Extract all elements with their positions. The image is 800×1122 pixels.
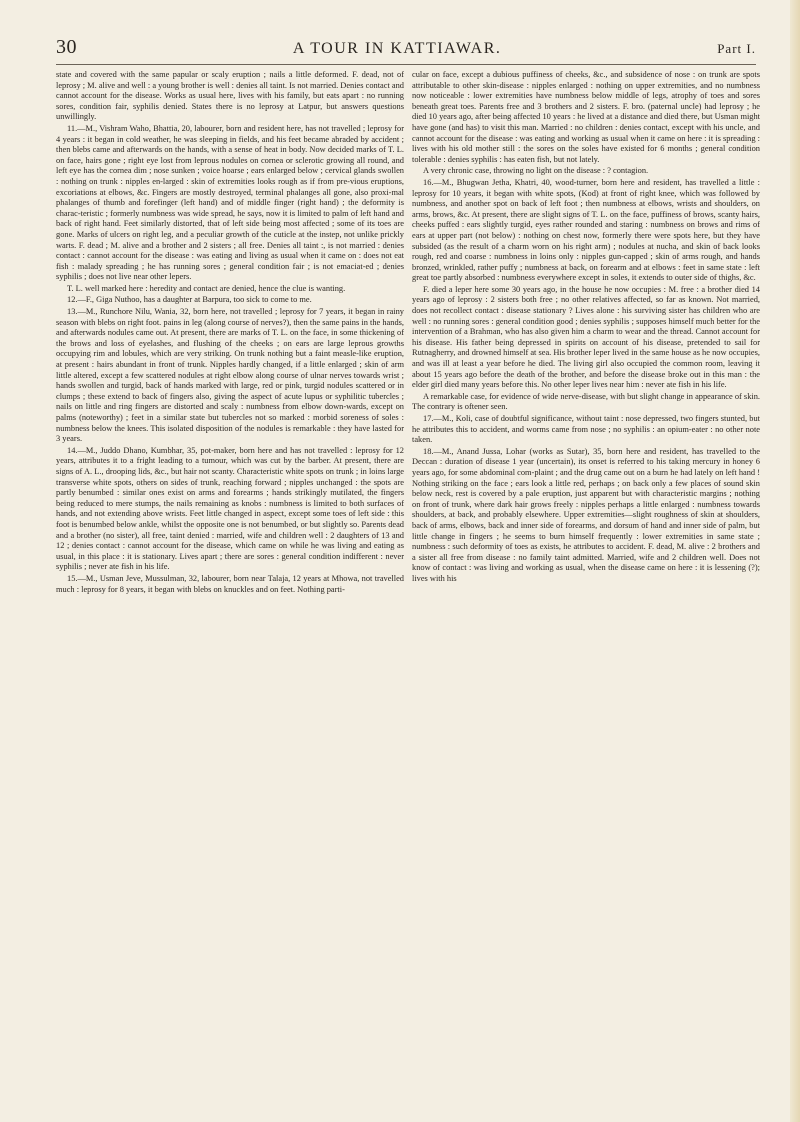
part-label: Part I. [717, 41, 756, 56]
paragraph: A remarkable case, for evidence of wide nerve-disease, with but slight change in appearance of skin. The contrary is oftener seen. [412, 391, 760, 412]
paragraph: 15.—M., Usman Jeve, Mussulman, 32, labourer, born near Talaja, 12 years at Mhowa, not travelled much : leprosy for 8 years, it began with blebs on knuckles and on feet. Nothing parti- [56, 573, 404, 594]
running-title: A TOUR IN KATTIAWAR. [292, 40, 502, 57]
right-column [412, 70, 760, 1110]
paragraph: 18.—M., Anand Jussa, Lohar (works as Sutar), 35, born here and resident, has travelled to the Deccan : duration of disease 1 year (uncertain), its onset is referred to his taking mercury in honey 6 years ago, for some abdominal com-plaint ; and the drug came out on a burn he had lately on left hand ! Nothing striking on the face ; ears look a little red, perhaps ; on back only a few places of sound skin below neck, rest is covered by a pale eruption, just apparent but with characteristic margins ; nothing on front of trunk, where dark hair grows freely : nipples perhaps a little enlarged : numbness towards shoulders, at back, and probably elsewhere. Upper extremities—slight roughness of skin at shoulders, back of arms, elbows, back and inner side of forearms, and dorsum of hand and inner side of palm, but little change in fingers ; he seems to burn himself frequently : lower extremities in same state ; numbness : such deformity of toes as exists, he attributes to accident. F. dead, M. alive : 2 brothers and a sister all free from disease : no family taint admitted. Married, wife and 2 children well. Does not know of contact : was living and working as usual, when the disease came on here : it is lessening (?); lives with his [412, 446, 760, 583]
paragraph: 17.—M., Koli, case of doubtful significance, without taint : nose depressed, two fingers stunted, but he attributes this to accident, and worms came from nose ; no syphilis : an opium-eater : no other note taken. [412, 414, 760, 445]
page-number: 30 [56, 36, 77, 58]
paragraph: cular on face, except a dubious puffiness of cheeks, &c., and subsidence of nose : on trunk are spots attributable to other skin-disease : nipples enlarged : nothing on upper extremities, and no numbness now noticeable : lower extremities have numbness below middle of legs, atrophy of toes and sores beneath great toes. Parents free and 3 brothers and 2 sisters. F. bro. (paternal uncle) had leprosy ; he died 10 years ago, after being affected 10 years : he lived at a distance and died there, but Usman might have gone (and has) to visit this man. Married : no children : denies contact, except with his uncle, and cannot account for the disease : was eating and working as usual when it came on here : it is spreading : lives with his old mother still : the sores on the soles have existed for 6 months ; general condition tolerable : denies syphilis : has eaten fish, but not lately. [412, 70, 760, 164]
paragraph: state and covered with the same papular or scaly eruption ; nails a little deformed. F. dead, not of leprosy ; M. alive and well : a young brother is well : denies all taint. Is not married. Denies contact and cannot account for the disease. Works as usual here, lives with his family, but eats apart : no running sores, condition fair, syphilis denied. States there is no leprosy at Latpur, but answers questions unwillingly. [56, 70, 404, 122]
running-header [56, 36, 756, 62]
paragraph: 12.—F., Giga Nuthoo, has a daughter at Barpura, too sick to come to me. [67, 295, 312, 305]
paragraph: F. died a leper here some 30 years ago, in the house he now occupies : M. free : a brother died 14 years ago of leprosy : 2 sisters both free ; no other relatives affected, so far as known. Not married, does not recollect contact : disease stationary ? Lives alone : his surviving sister has children who are well : no running sores : general condition good ; denies syphilis ; supposes himself much better for the intervention of a Brahman, who has also given him a charm to wear and the thread. Cannot account for his disease. His father being depressed in spirits on account of his disease, pretended to sail for Rutnagherry, and drowned himself at sea. His brother leper lived in the same house as he now occupies, and was ill at least a year before he died. The living girl also occupied the common room, leaving it about 15 years ago before the death of the brother, and before the disease broke out in this man : the elder girl died many years before this. No other leper lives near him : never ate fish in his life. [412, 284, 760, 390]
paragraph: 14.—M., Juddo Dhano, Kumbhar, 35, pot-maker, born here and has not travelled : leprosy for 12 years, attributes it to a fright leading to a tumour, which was cut by the barber. At present, there are signs of A. L., drooping lids, &c., but hair not scanty. Characteristic white spots on trunk ; in loins large transverse white spots, others on sides of trunk, reaching forward ; nipples unchanged : the spots are partly benumbed : similar ones exist on arms and forearms ; hands strikingly mutilated, the fingers being reduced to mere stumps, the nails remaining as knobs : numbness is limited to both surfaces of hands, and not extending above wrists. Feet little changed in aspect, except some toes of left side : this foot is benumbed below ankle, whilst the opposite one is not benumbed, or but slightly so. Parents dead and a brother (no sister), all free, taint denied : married, wife and children well : 2 daughters of 13 and 12 ; denies contact : cannot account for the disease, which came on while he was living and eating as usual, in this place : it is stationary. Lives apart ; there are sores : general condition indifferent : never syphilis ; never ate fish in his life. [56, 445, 404, 572]
paragraph: T. L. well marked here : heredity and contact are denied, hence the clue is wanting. [67, 283, 346, 293]
paragraph: 13.—M., Runchore Nilu, Wania, 32, born here, not travelled ; leprosy for 7 years, it began in rainy season with blebs on right foot. pains in leg (along course of nerves?), then the same pains in the hands, and afterwards nodules came out. At present, there are marks of T. L. on the face, in some thickening of the brows and loss of eyelashes, and flushing of the cheeks ; on ears are large leprous growths occupying rim and lobules, which are very striking. On trunk nothing but a faint measle-like eruption, at present : hairs abundant in front of trunk. Nipples hardly changed, if a little enlarged ; skin of arm little altered, except a few scattered nodules at right elbow along course of ulnar nerves towards wrist ; hands swollen and turgid, back of hands marked with large, red or pink, turgid nodules scattered or in clumps ; these extend to back of fingers also, giving the aspect of acute lupus or syphilitic tubercles ; nails on little and ring fingers are distorted and scaly : numbness from elbow down-wards, except on palms (noteworthy) ; feet in a similar state but tubercles not so marked : morbid soreness of soles : numbness below the knees. This isolated disposition of the nodules is remarkable : they have lasted for 3 years. [56, 307, 404, 444]
paragraph: 11.—M., Vishram Waho, Bhattia, 20, labourer, born and resident here, has not travelled ; leprosy for 4 years : it began in cold weather, he was sleeping in fields, and his feet became abraded by accident ; then blebs came and afterwards on the hands, with a sense of heat in body. Now decided marks of T. L. on face, hairs gone ; right eye lost from leprous nodules on cornea or sclerotic growing all round, and left eye has the cornea dim ; nose sunken ; voice hoarse ; ears enlarged below ; cervical glands swollen : nothing on trunk : nipples en-larged : skin of extremities looks rough as if from pre-vious eruptions, excoriations at elbows, &c. Fingers are mostly destroyed, terminal phalanges all gone, also proxi-mal phalanges of thumb and forefinger (left hand) and of middle finger (right hand) ; the deformity is charac-teristic ; formerly numbness was wide spread, he says, now it is limited to palm of left hand and back of right hand. Feet similarly distorted, that of left side being most affected ; some of its toes are gone. Marks of ulcers on right leg, and a peculiar growth of the cuticle at the instep, not unlike prickly warts. F. dead ; M. alive and a brother and 2 sisters ; all free. Denies all taint :, is not married : denies contact : cannot account for the disease : was eating and living as usual when it came on : does not eat fish : malady spreading ; he has running sores ; general condition fair ; is not emaciat-ed ; denies syphilis ; does not live near other lepers. [56, 123, 404, 282]
header-rule [56, 64, 756, 65]
paragraph: A very chronic case, throwing no light on the disease : ? contagion. [423, 166, 649, 176]
page-edge [790, 0, 800, 1122]
left-column [56, 70, 404, 1110]
paragraph: 16.—M., Bhugwan Jetha, Khatri, 40, wood-turner, born here and resident, has travelled a little : leprosy for 10 years, it began with white spots, (Kod) at front of right knee, which was followed by numbness, and another spot on back of left foot ; then numbness at elbows, wrists and shoulders, on arms, brows, &c. At present, there are slight signs of T. L. on the face, puffiness of brows, scanty hairs, cheeks puffed : ears slightly turgid, eyes rather rounded and staring : numbness on brows and rims of ears at upper part (not below) : nothing on chest now, formerly there were spots here, but they have subsided (as the result of a charm worn on his right arm) ; nodules at nucha, and skin of back looks rough, red and coarse : numbness in loins only : nipples gun-capped ; skin of arms rough, and hands bronzed, wrinkled, rather puffy ; numbness at back, on forearm and at elbows : feet in same state : left great toe partly absorbed : numbness everywhere except in soles, it extends to outer side of thighs, &c. [412, 177, 760, 283]
